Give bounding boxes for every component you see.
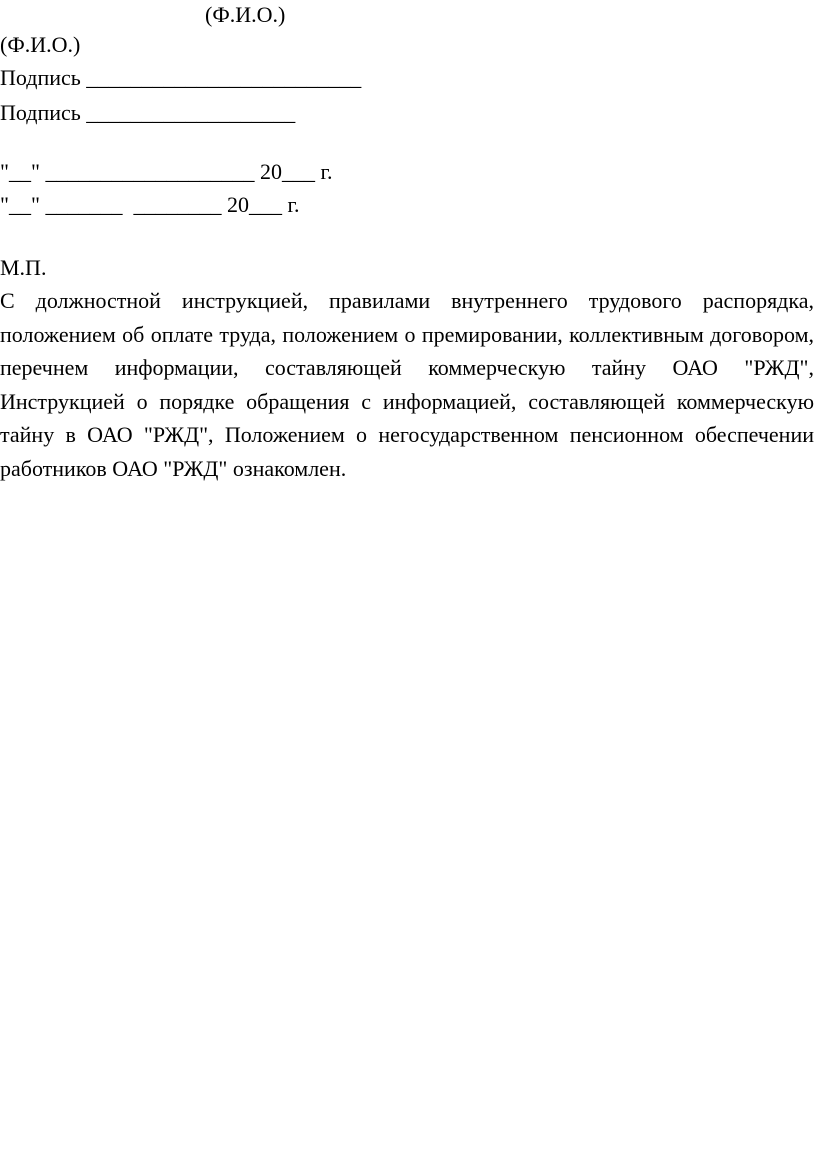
signature-line-second: Подпись ___________________ [0,100,296,125]
fio-label: (Ф.И.О.) [0,32,81,57]
date-line-second: "__" _______ ________ 20___ г. [0,192,300,217]
date-line: "__" ___________________ 20___ г. [0,159,333,184]
stamp-place-label: М.П. [0,255,47,280]
signature-line: Подпись _________________________ [0,65,362,90]
acknowledgement-paragraph: С должностной инструкцией, правилами внутреннего трудового распорядка, положением об оплате труда, положением о премировании, коллективным договором, перечнем информации, составляющей коммерческую тайну ОАО "РЖД", Инструкцией о порядке обращения с информацией, составляющей коммерческую тайну в ОАО "РЖД", Положением о негосударственном пенсионном обеспечении работников ОАО "РЖД" ознакомлен. [0,288,814,481]
fio-label-top: (Ф.И.О.) [205,2,286,27]
